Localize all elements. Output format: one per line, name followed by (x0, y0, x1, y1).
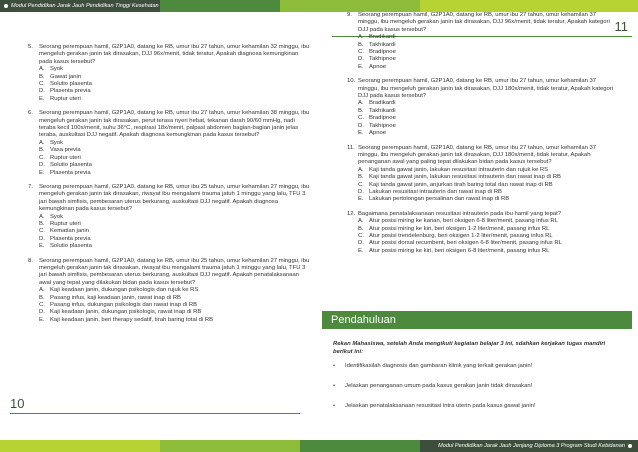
answer-option (347, 108, 617, 115)
answer-option (347, 115, 617, 122)
bullet-mark: • (333, 383, 336, 389)
footer-rule (10, 413, 300, 414)
answer-option (347, 100, 617, 107)
option-text: Atur posisi miring ke kanan, beri oksigen 6-8 liter/menit, pasang infus RL (369, 218, 558, 225)
option-text: Kematian janin (50, 228, 89, 235)
answer-option (28, 74, 310, 81)
question-text: Seorang perempuan hamil, G2P1A0, datang ke RB, umur ibu 27 tahun, umur kehamilan 32 minggu, ibu mengeluh gerakan janin tak dirasakan, DJJ 96x/menit, tidak teratur, Apakah diagnosa kemungkinan pada kasus tersebut? (39, 44, 310, 65)
question-item (347, 211, 617, 255)
option-text: Kaji tanda gawat janin, lakukan resusitasi intrauterin dan rawat inap di RB (369, 174, 561, 181)
question-stem (347, 78, 617, 100)
answer-option (347, 130, 617, 137)
answer-option (28, 287, 310, 294)
option-letter: B. (358, 174, 364, 181)
answer-option (347, 182, 617, 189)
answer-option (347, 123, 617, 130)
answer-option (347, 49, 617, 56)
page-number-left: 10 (10, 396, 25, 411)
option-letter: D. (39, 88, 45, 95)
header-title: Modul Pendidikan Jarak Jauh Pendidikan Tinggi Kesehatan (4, 1, 159, 11)
option-letter: C. (39, 302, 45, 308)
footer-segment-green (300, 440, 420, 452)
option-text: Atur posisi trendelenburg, beri oksigen 1-2 liter/menit, pasang infus RL (369, 232, 553, 239)
answer-option (28, 243, 310, 250)
question-stem (28, 44, 310, 66)
answer-option (347, 167, 617, 174)
option-text: Atur posisi miring ke kiri, beri oksigen 1-2 liter/menit, pasang infus RL (369, 225, 550, 232)
header-segment-lime (420, 0, 638, 12)
option-text: Atur posisi miring ke kiri, beri oksigen 6-8 liter/menit, pasang infus RL (369, 247, 550, 254)
pendahuluan-title: Pendahuluan (331, 314, 396, 326)
option-letter: D. (358, 188, 364, 195)
question-item (347, 78, 617, 137)
answer-option (28, 295, 310, 302)
answer-option (347, 56, 617, 63)
option-letter: C. (39, 154, 45, 161)
answer-option (28, 96, 310, 103)
footer-segment-lime (0, 440, 160, 452)
option-text: Syok (50, 213, 64, 220)
question-number: 12. (347, 210, 356, 217)
option-letter: D. (358, 240, 364, 247)
option-letter: D. (39, 235, 45, 242)
option-text: Plasenta previa (50, 169, 91, 176)
option-text: Kaji keadaan janin, dukungan psikologis dan rujuk ke RS (50, 287, 199, 294)
option-letter: E. (358, 247, 364, 254)
answer-option (28, 170, 310, 177)
option-letter: B. (358, 41, 364, 48)
option-letter: A. (39, 213, 45, 220)
option-letter: E. (39, 169, 45, 176)
option-text: Bradikardi (369, 100, 396, 107)
option-letter: E. (358, 130, 364, 137)
question-item (347, 145, 617, 204)
option-text: Takhikardi (369, 107, 396, 114)
option-letter: B. (358, 225, 364, 232)
option-letter: C. (358, 49, 364, 56)
option-text: Bradipnoe (369, 115, 396, 122)
option-letter: E. (39, 316, 45, 323)
answer-option (347, 218, 617, 225)
option-text: Pasang infus, kaji keadaan janin, rawat inap di RB (50, 294, 181, 301)
answer-option (28, 236, 310, 243)
question-text: Seorang perempuan hamil, G2P1A0, datang ke RB, umur ibu 27 tahun, umur kehamilan 37 minggu, ibu mengeluh gerakan janin tak dirasakan, DJJ 96x/menit, tidak teratur, Apakah kategori DJJ pada kasus tersebut? (358, 12, 610, 33)
answer-option (28, 228, 310, 235)
option-letter: E. (39, 243, 45, 250)
option-letter: A. (358, 218, 364, 225)
option-text: Ruptur uteri (50, 154, 81, 161)
answer-option (347, 34, 617, 41)
question-stem (347, 12, 617, 34)
answer-option (28, 140, 310, 147)
question-number: 5. (28, 44, 33, 50)
option-text: Takhikardi (369, 41, 396, 48)
right-question-column (347, 12, 617, 262)
option-text: Ruptur uteri (50, 220, 81, 227)
option-text: Apnoe (369, 63, 387, 70)
option-letter: D. (358, 56, 364, 63)
option-letter: A. (39, 66, 45, 73)
bullet-dot-icon (4, 4, 8, 8)
option-text: Gawat janin (50, 73, 82, 80)
pendahuluan-bullet-item: • Jelaskan penanganan umum pada kasus gerakan janin tidak dirasakan! (333, 383, 533, 389)
option-text: Solutio plasenta (50, 243, 92, 250)
option-letter: A. (358, 166, 364, 173)
footer-segment-light-green (160, 440, 300, 452)
answer-option (347, 189, 617, 196)
option-text: Syok (50, 139, 64, 146)
question-number: 8. (28, 257, 33, 264)
question-item (28, 110, 310, 177)
option-text: Plasenta previa (50, 235, 91, 242)
answer-option (347, 226, 617, 233)
question-item (28, 184, 310, 251)
option-text: Ruptur uteri (50, 95, 81, 102)
question-text: Bagaimana penatalaksanaan resusitasi intrauterin pada ibu hamil yang tepat? (358, 210, 562, 217)
answer-option (28, 162, 310, 169)
option-text: Bradikardi (369, 34, 396, 41)
question-stem (28, 110, 310, 140)
answer-option (28, 221, 310, 228)
option-letter: C. (358, 115, 364, 122)
question-text: Seorang perempuan hamil, G2P1A0, datang ke RB, umur ibu 27 tahun, umur kehamilan 37 minggu, ibu mengeluh gerakan janin tak dirasakan, DJJ 180x/menit, tidak teratur, Apakah penanganan awal yang paling tepat dilakukan bidan pada kasus tersebut? (358, 144, 597, 166)
option-text: Solutio plasenta (50, 81, 92, 88)
option-letter: C. (39, 81, 45, 88)
header-segment-green (160, 0, 280, 12)
option-text: Kaji tanda gawat janin, anjurkan tirah baring total dan rawat inap di RB (369, 181, 553, 188)
bullet-mark: • (333, 403, 336, 409)
option-letter: A. (358, 34, 364, 41)
option-letter: E. (358, 63, 364, 70)
question-number: 9. (347, 12, 352, 18)
answer-option (347, 233, 617, 240)
option-letter: A. (358, 100, 364, 107)
bullet-mark: • (333, 363, 336, 369)
answer-option (28, 88, 310, 95)
option-letter: B. (358, 107, 364, 114)
option-text: Takhipnoe (369, 122, 396, 129)
answer-option (28, 302, 310, 309)
pendahuluan-intro: Rekan Mahasiswa, setelah Anda mengikuti kegiatan belajar 3 ini, sdahkan kerjakan tugas mandiri berikut ini: (333, 341, 606, 355)
answer-option (347, 174, 617, 181)
option-text: Solutio plasenta (50, 162, 92, 169)
option-letter: A. (39, 139, 45, 146)
question-number: 10. (347, 78, 356, 85)
answer-option (28, 81, 310, 88)
question-text: Seorang perempuan hamil, G2P1A0, datang ke RB, umur ibu 25 tahun, umur kehamilan 27 minggu, ibu mengeluh gerakan janin tak dirasakan, riwayat ibu mengalami trauma jatuh 1 minggu yang lalu, TFU 3 jari bawah simfisis, pembesaran uterus berkurang, auskultasi DJJ negatif. Apakah penatalaksanaan awal yang tepat yang dilakukan bidan pada kasus tersebut? (39, 257, 310, 286)
option-letter: E. (39, 95, 45, 102)
answer-option (347, 196, 617, 203)
option-letter: C. (39, 228, 45, 235)
option-text: Atur posisi dorsal recumbent, beri oksigen 6-8 liter/menit, pasang infus RL (369, 240, 562, 247)
question-text: Seorang perempuan hamil, G2P1A0, datang ke RB, umur ibu 27 tahun, umur kehamilan 38 minggu, ibu mengeluh gerakan janin tak dirasakan, perut terasa nyeri hebat, tekanan darah 90/60 mmHg, nadi teraba kecil 100x/menit, suhu 36°C, respirasi 18x/menit, palpasi abdomen bagian-bagian janin jelas teraba, auskultasi DJJ negatif. Apakah diagnosa kemungkinan pada kasus tersebut? (39, 110, 310, 139)
option-text: Lakukan pertolongan persalinan dan rawat inap di RB (369, 196, 510, 203)
answer-option (347, 64, 617, 71)
option-text: Pasang infus, dukungan psikologis dan rawat inap di RB (50, 302, 198, 308)
option-text: Plasenta previa (50, 88, 91, 95)
option-letter: C. (358, 181, 364, 188)
left-question-column (28, 44, 310, 331)
answer-option (28, 155, 310, 162)
question-number: 6. (28, 110, 33, 117)
pendahuluan-bullet-item: • Identifikasilah diagnosis dan gambaran klinik yang terkait gerakan janin! (333, 363, 533, 369)
option-letter: D. (39, 162, 45, 169)
option-letter: B. (39, 294, 45, 301)
answer-option (28, 66, 310, 73)
option-text: Lakukan resusitasi intrauterin dan rawat inap di RB (369, 188, 502, 195)
question-stem (347, 145, 617, 167)
option-text: Vasa previa (50, 147, 81, 154)
question-item (347, 12, 617, 71)
question-item (28, 258, 310, 325)
option-letter: A. (39, 287, 45, 294)
option-text: Apnoe (369, 130, 387, 137)
option-letter: B. (39, 73, 45, 80)
answer-option (347, 240, 617, 247)
option-letter: D. (358, 122, 364, 129)
question-item (28, 44, 310, 103)
answer-option (347, 248, 617, 255)
pendahuluan-bullet-item: • Jelaskan penatalaksanaan resusitasi intra uterin pada kasus gawat janin! (333, 403, 536, 409)
page-number-right: 11 (614, 19, 628, 34)
question-stem (347, 211, 617, 218)
question-number: 7. (28, 183, 33, 190)
option-letter: B. (39, 220, 45, 227)
option-letter: E. (358, 196, 364, 203)
answer-option (28, 309, 310, 316)
question-text: Seorang perempuan hamil, G2P1A0, datang ke RB, umur ibu 27 tahun, umur kehamilan 37 minggu, ibu mengeluh gerakan janin tak dirasakan, DJJ 180x/menit, tidak teratur, Apakah kategori DJJ pada kasus tersebut? (358, 78, 614, 100)
answer-option (28, 214, 310, 221)
question-text: Seorang perempuan hamil, G2P1A0, datang ke RB, umur ibu 25 tahun, umur kehamilan 27 minggu, ibu mengeluh gerakan janin tak dirasakan, riwayat ibu mengalami trauma jatuh 1 minggu yang lalu, TFU 3 jari bawah simfisis, pembesaran uterus berkurang, auskultasi DJJ negatif. Apakah diagnosa kemungkinan pada kasus tersebut? (39, 183, 310, 213)
option-letter: D. (39, 309, 45, 316)
answer-option (28, 317, 310, 324)
option-letter: B. (39, 147, 45, 154)
question-stem (28, 184, 310, 214)
answer-option (347, 42, 617, 49)
option-text: Bradipnoe (369, 49, 396, 56)
footer-title: Modul Pendidikan Jarak Jauh Jenjang Diploma 3 Program Studi Kebidanan (438, 441, 632, 451)
bullet-dot-icon (628, 444, 632, 448)
option-text: Kaji keadaan janin, dukungan psikologis, rawat inap di RB (50, 309, 202, 316)
question-stem (28, 258, 310, 288)
answer-option (28, 147, 310, 154)
option-text: Syok (50, 66, 64, 73)
option-text: Kaji tanda gawat janin, lakukan resusitasi intrauterin dan rujuk ke RS (369, 166, 549, 173)
option-letter: C. (358, 232, 364, 239)
question-number: 11. (347, 144, 355, 151)
option-text: Takhipnoe (369, 56, 396, 63)
option-text: Kaji keadaan janin, beri therapy sedatif, tirah baring total di RB (50, 316, 214, 323)
header-segment-light-green (280, 0, 420, 12)
